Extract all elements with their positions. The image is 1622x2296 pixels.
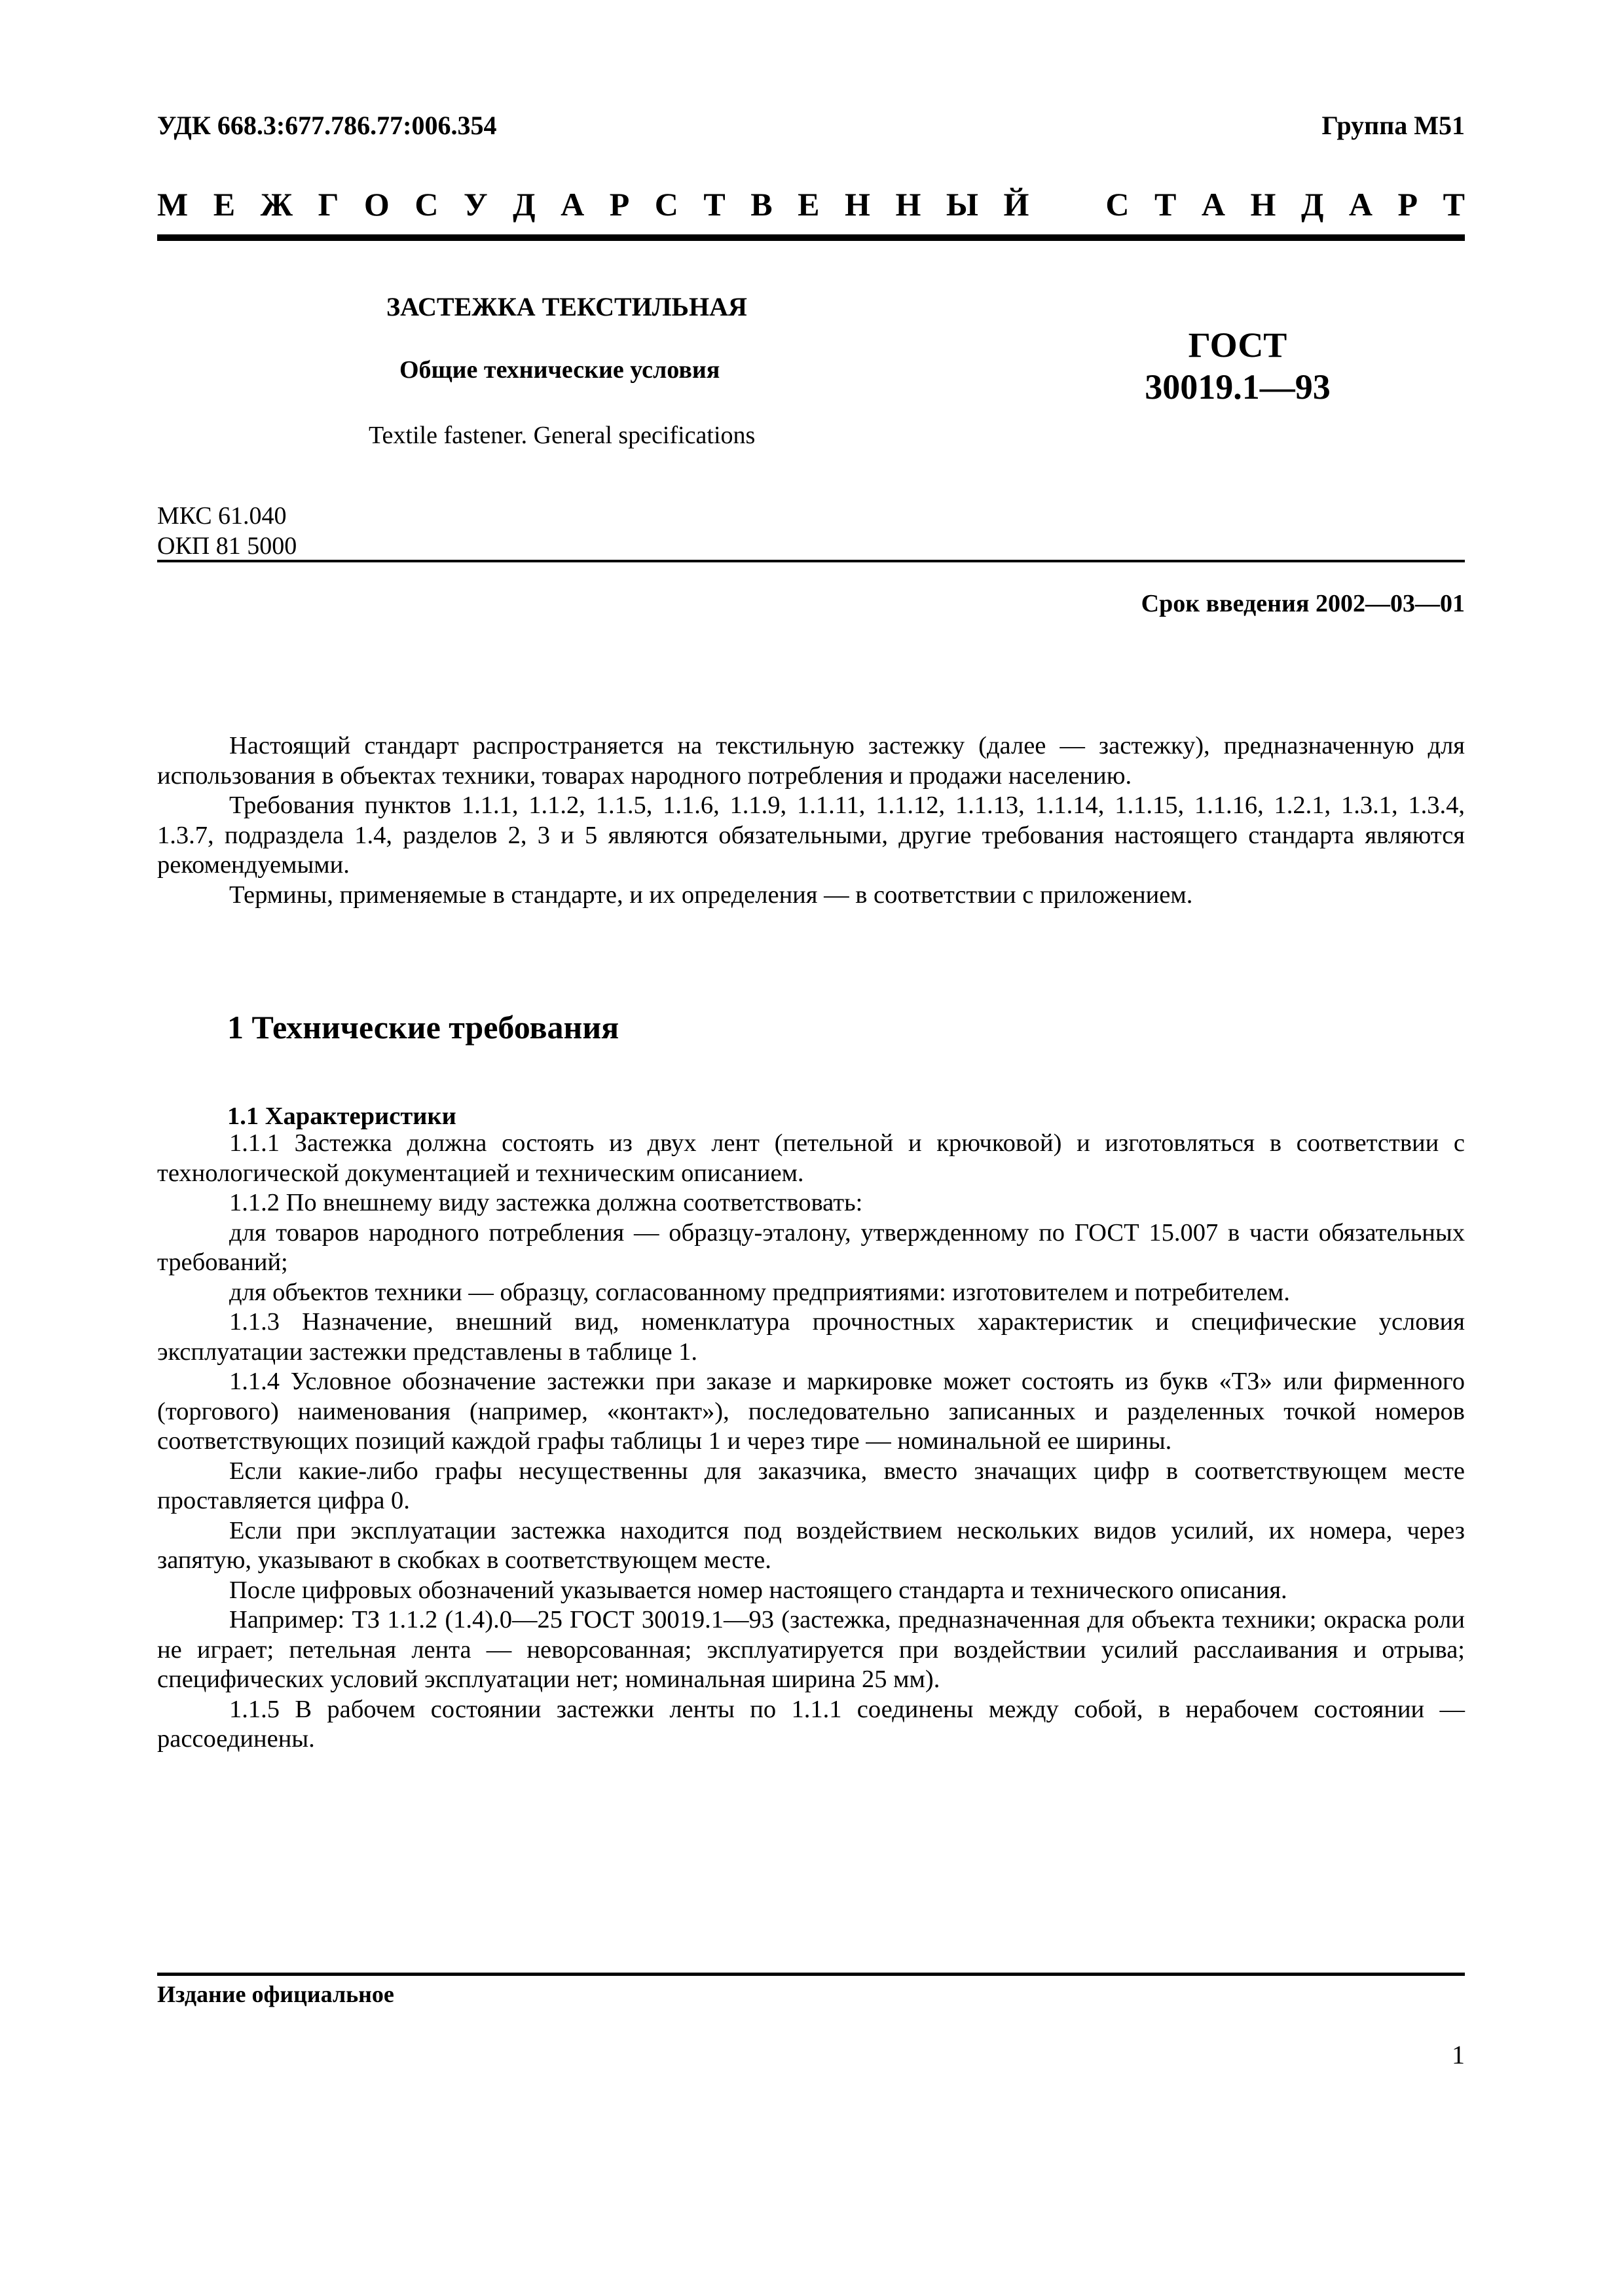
interstate-standard-banner — [157, 185, 1465, 223]
banner-letter: Р — [609, 186, 630, 223]
document-title-english: Textile fastener. General specifications — [369, 422, 756, 449]
body-paragraph: 1.1.3 Назначение, внешний вид, номенклатура прочностных характеристик и специфические условия эксплуатации застежки представлены в таблице 1. — [157, 1308, 1465, 1366]
banner-letter: Е — [798, 186, 820, 223]
banner-letter: В — [750, 186, 773, 223]
section-heading: 1 Технические требования — [227, 1009, 619, 1046]
footer-rule — [157, 1973, 1465, 1976]
body-paragraph: Если при эксплуатации застежка находится под воздействием нескольких видов усилий, их номера, через запятую, указывают в скобках в соответствующем месте. — [157, 1516, 1465, 1574]
banner-letter: Т — [1154, 186, 1177, 223]
banner-letter: О — [363, 186, 390, 223]
banner-letter: Т — [1443, 186, 1465, 223]
banner-letter: С — [415, 186, 439, 223]
title-rule — [157, 560, 1465, 562]
intro-text — [157, 731, 1465, 910]
banner-letter: Н — [845, 186, 870, 223]
body-paragraph: для объектов техники — образцу, согласованному предприятиями: изготовителем и потребителем. — [229, 1278, 1290, 1306]
intro-paragraph: Настоящий стандарт распространяется на текстильную застежку (далее — застежку), предназначенную для использования в объектах техники, товарах народного потребления и продажи населению. — [157, 732, 1465, 790]
document-subtitle: Общие технические условия — [399, 356, 720, 384]
document-title: ЗАСТЕЖКА ТЕКСТИЛЬНАЯ — [386, 292, 747, 321]
banner-letter: Ы — [946, 186, 978, 223]
banner-letter: А — [561, 186, 585, 223]
classification-codes — [157, 501, 297, 561]
header-rule — [157, 234, 1465, 241]
banner-letter: С — [654, 186, 678, 223]
gost-number: 30019.1—93 — [1145, 367, 1331, 407]
banner-letter: А — [1201, 186, 1226, 223]
effective-date: Срок введения 2002—03—01 — [1141, 590, 1465, 617]
group-code: Группа М51 — [1321, 111, 1465, 140]
section-body — [157, 1129, 1465, 1755]
edition-label: Издание официальное — [157, 1981, 394, 2007]
body-paragraph: 1.1.2 По внешнему виду застежка должна соответствовать: — [229, 1189, 863, 1216]
banner-letter: Е — [213, 186, 236, 223]
banner-letter: Д — [1300, 186, 1324, 223]
banner-letter: Д — [513, 186, 536, 223]
body-paragraph: После цифровых обозначений указывается номер настоящего стандарта и технического описания. — [229, 1576, 1287, 1604]
mks-code: МКС 61.040 — [157, 502, 287, 530]
banner-letter: Й — [1003, 186, 1029, 223]
intro-paragraph: Термины, применяемые в стандарте, и их определения — в соответствии с приложением. — [229, 881, 1193, 909]
banner-letter: Н — [1250, 186, 1276, 223]
body-paragraph: для товаров народного потребления — образцу-эталону, утвержденному по ГОСТ 15.007 в части обязательных требований; — [157, 1218, 1465, 1276]
intro-paragraph: Требования пунктов 1.1.1, 1.1.2, 1.1.5, 1.1.6, 1.1.9, 1.1.11, 1.1.12, 1.1.13, 1.1.14, 1.1.15, 1.1.16, 1.2.1, 1.3.1, 1.3.4, 1.3.7, подраздела 1.4, разделов 2, 3 и 5 являются обязательными, другие требования настоящего стандарта являются рекомендуемыми. — [157, 792, 1465, 879]
banner-letter: У — [463, 186, 488, 223]
banner-letter: Т — [703, 186, 726, 223]
body-paragraph: 1.1.1 Застежка должна состоять из двух лент (петельной и крючковой) и изготовляться в соответствии с технологической документацией и техническим описанием. — [157, 1129, 1465, 1187]
banner-letter: Ж — [260, 186, 293, 223]
banner-letter: С — [1105, 186, 1130, 223]
banner-letter: Н — [895, 186, 921, 223]
banner-letter: М — [157, 186, 189, 223]
udk-code: УДК 668.3:677.786.77:006.354 — [157, 111, 497, 140]
subsection-heading: 1.1 Характеристики — [227, 1102, 456, 1130]
okp-code: ОКП 81 5000 — [157, 532, 297, 560]
body-paragraph: Например: ТЗ 1.1.2 (1.4).0—25 ГОСТ 30019.1—93 (застежка, предназначенная для объекта техники; окраска роли не играет; петельная лента — неворсованная; эксплуатируется при воздействии усилий расслаивания и отрыва; специфических условий эксплуатации нет; номинальная ширина 25 мм). — [157, 1606, 1465, 1693]
banner-letter: А — [1348, 186, 1373, 223]
banner-letter: Р — [1397, 186, 1418, 223]
gost-number-block — [1113, 324, 1362, 408]
banner-gap — [1054, 185, 1080, 223]
body-paragraph: 1.1.5 В рабочем состоянии застежки ленты по 1.1.1 соединены между собой, в нерабочем состоянии — рассоединены. — [157, 1695, 1465, 1753]
banner-letter: Г — [318, 186, 339, 223]
gost-label: ГОСТ — [1188, 325, 1287, 365]
body-paragraph: Если какие-либо графы несущественны для заказчика, вместо значащих цифр в соответствующем месте проставляется цифра 0. — [157, 1457, 1465, 1514]
body-paragraph: 1.1.4 Условное обозначение застежки при заказе и маркировке может состоять из букв «ТЗ» или фирменного (торгового) наименования (например, «контакт»), последовательно записанных и разделенных точкой номеров соответствующих позиций каждой графы таблицы 1 и через тире — номинальной ее ширины. — [157, 1368, 1465, 1455]
page-number: 1 — [1452, 2040, 1465, 2069]
